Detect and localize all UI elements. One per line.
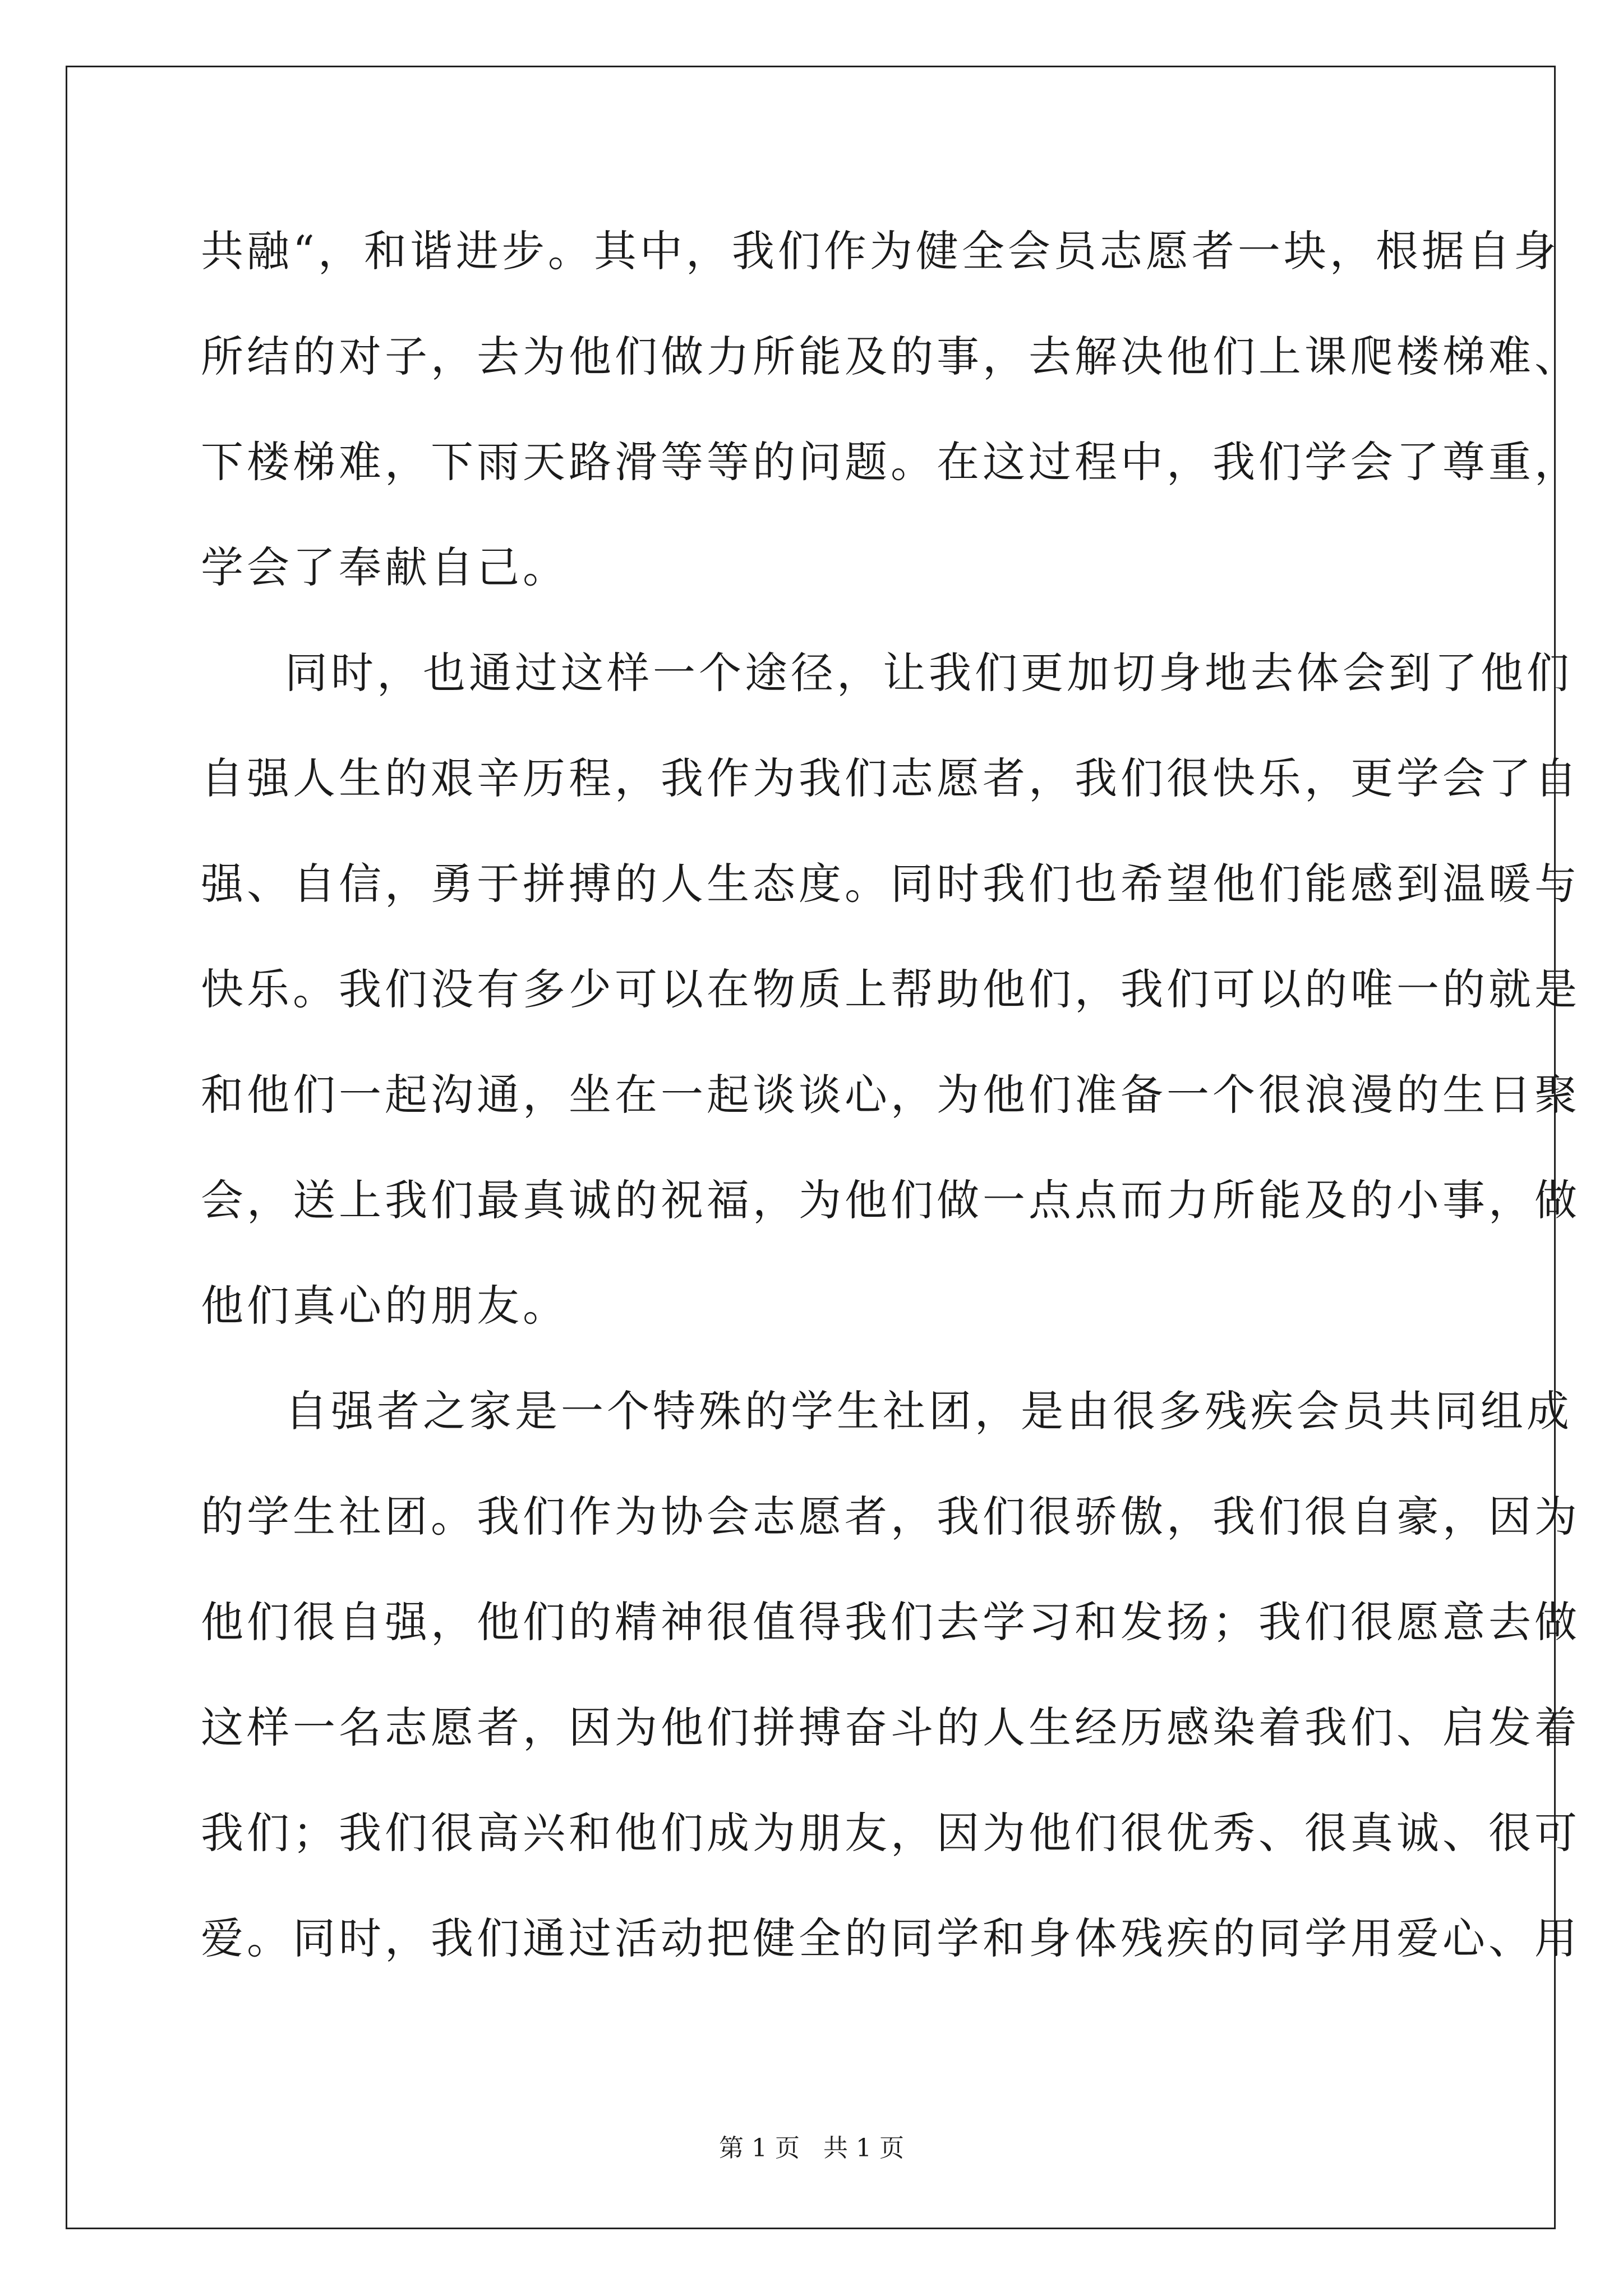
text-line: 会，送上我们最真诚的祝福，为他们做一点点而力所能及的小事，做	[201, 1175, 1580, 1225]
text-line: 爱。同时，我们通过活动把健全的同学和身体残疾的同学用爱心、用	[201, 1913, 1580, 1963]
text-line: 所结的对子，去为他们做力所能及的事，去解决他们上课爬楼梯难、	[201, 332, 1580, 381]
text-line: 学会了奉献自己。	[201, 542, 569, 592]
text-line: 我们；我们很高兴和他们成为朋友，因为他们很优秀、很真诚、很可	[201, 1808, 1580, 1858]
text-line: 自强人生的艰辛历程，我作为我们志愿者，我们很快乐，更学会了自	[201, 753, 1580, 803]
page-number-footer: 第 1 页 共 1 页	[719, 2134, 904, 2162]
text-line: 共融“，和谐进步。其中，我们作为健全会员志愿者一块，根据自身	[201, 226, 1560, 276]
page-border	[66, 66, 1556, 2229]
text-line: 这样一名志愿者，因为他们拼搏奋斗的人生经历感染着我们、启发着	[201, 1703, 1580, 1752]
text-line: 强、自信，勇于拼搏的人生态度。同时我们也希望他们能感到温暖与	[201, 859, 1580, 909]
text-line: 的学生社团。我们作为协会志愿者，我们很骄傲，我们很自豪，因为	[201, 1492, 1580, 1542]
text-line: 他们很自强，他们的精神很值得我们去学习和发扬；我们很愿意去做	[201, 1597, 1580, 1647]
paragraph-first-line: 自强者之家是一个特殊的学生社团，是由很多残疾会员共同组成	[285, 1386, 1573, 1436]
paragraph-first-line: 同时，也通过这样一个途径，让我们更加切身地去体会到了他们	[285, 648, 1573, 698]
text-line: 他们真心的朋友。	[201, 1281, 569, 1331]
text-line: 快乐。我们没有多少可以在物质上帮助他们，我们可以的唯一的就是	[201, 964, 1580, 1014]
text-line: 下楼梯难，下雨天路滑等等的问题。在这过程中，我们学会了尊重，	[201, 437, 1580, 487]
text-line: 和他们一起沟通，坐在一起谈谈心，为他们准备一个很浪漫的生日聚	[201, 1070, 1580, 1120]
